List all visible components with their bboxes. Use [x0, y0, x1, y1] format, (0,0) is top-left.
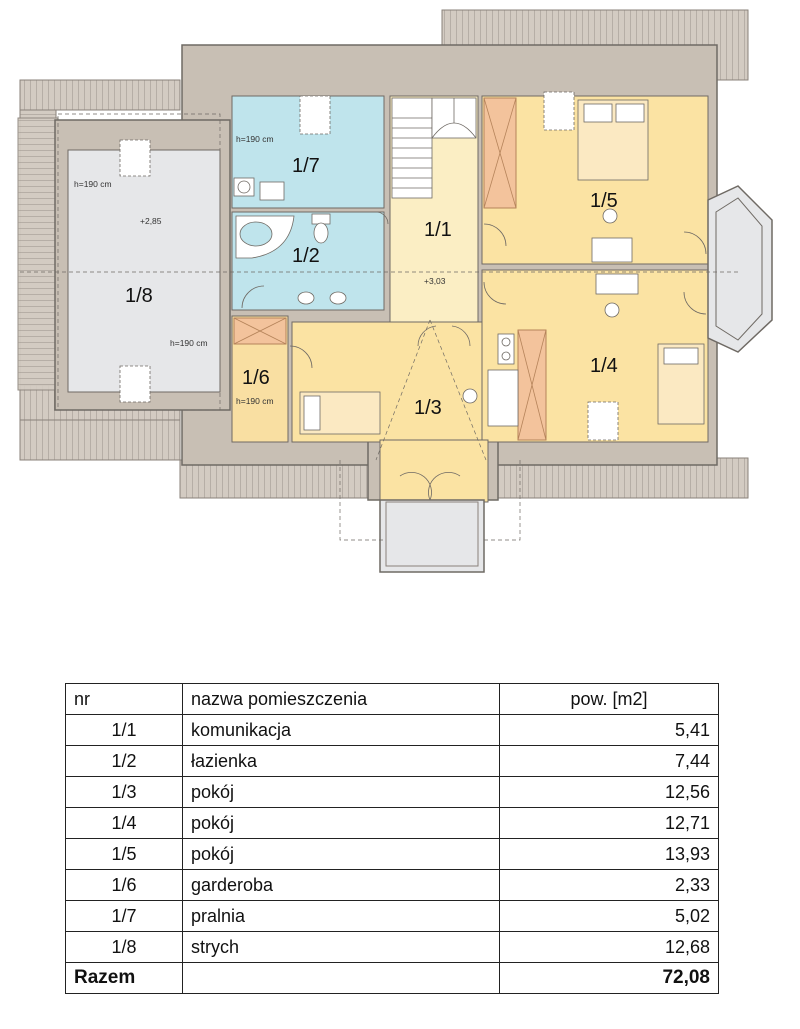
- cell-area: 5,41: [500, 715, 719, 746]
- header-area: pow. [m2]: [500, 684, 719, 715]
- cell-area: 12,68: [500, 932, 719, 963]
- cell-room-name: łazienka: [183, 746, 500, 777]
- room-label-1-2: 1/2: [292, 245, 320, 267]
- level-attic: +2,85: [140, 216, 162, 226]
- cell-nr: 1/3: [66, 777, 183, 808]
- cell-room-name: pralnia: [183, 901, 500, 932]
- total-area: 72,08: [500, 963, 719, 994]
- height-note-attic-bottom: h=190 cm: [170, 338, 208, 348]
- cell-nr: 1/1: [66, 715, 183, 746]
- height-note-attic-top: h=190 cm: [74, 179, 112, 189]
- cell-nr: 1/7: [66, 901, 183, 932]
- cell-room-name: pokój: [183, 777, 500, 808]
- total-label: Razem: [66, 963, 183, 994]
- cell-nr: 1/2: [66, 746, 183, 777]
- cell-room-name: komunikacja: [183, 715, 500, 746]
- table-total-row: [66, 963, 719, 994]
- room-label-1-1: 1/1: [424, 219, 452, 241]
- balcony: [380, 500, 484, 572]
- room-label-1-4: 1/4: [590, 355, 618, 377]
- cell-area: 7,44: [500, 746, 719, 777]
- cell-nr: 1/5: [66, 839, 183, 870]
- room-area-table: [65, 683, 719, 994]
- total-empty: [183, 963, 500, 994]
- height-note-laundry: h=190 cm: [236, 134, 274, 144]
- cell-nr: 1/6: [66, 870, 183, 901]
- table-row: [66, 715, 719, 746]
- table-row: [66, 901, 719, 932]
- table-row: [66, 777, 719, 808]
- header-nr: nr: [66, 684, 183, 715]
- cell-area: 13,93: [500, 839, 719, 870]
- table-row: [66, 808, 719, 839]
- cell-room-name: pokój: [183, 808, 500, 839]
- cell-area: 5,02: [500, 901, 719, 932]
- table-row: [66, 932, 719, 963]
- room-label-1-6: 1/6: [242, 367, 270, 389]
- cell-room-name: pokój: [183, 839, 500, 870]
- room-1-3-entry: [380, 440, 488, 502]
- level-hall: +3,03: [424, 276, 446, 286]
- table-row: [66, 870, 719, 901]
- table-row: [66, 746, 719, 777]
- table-row: [66, 839, 719, 870]
- cell-room-name: strych: [183, 932, 500, 963]
- height-note-wardrobe: h=190 cm: [236, 396, 274, 406]
- room-label-1-7: 1/7: [292, 155, 320, 177]
- room-label-1-5: 1/5: [590, 190, 618, 212]
- room-label-1-8: 1/8: [125, 285, 153, 307]
- cell-nr: 1/4: [66, 808, 183, 839]
- cell-nr: 1/8: [66, 932, 183, 963]
- table-header-row: [66, 684, 719, 715]
- cell-room-name: garderoba: [183, 870, 500, 901]
- cell-area: 2,33: [500, 870, 719, 901]
- cell-area: 12,71: [500, 808, 719, 839]
- header-room-name: nazwa pomieszczenia: [183, 684, 500, 715]
- room-label-1-3: 1/3: [414, 397, 442, 419]
- cell-area: 12,56: [500, 777, 719, 808]
